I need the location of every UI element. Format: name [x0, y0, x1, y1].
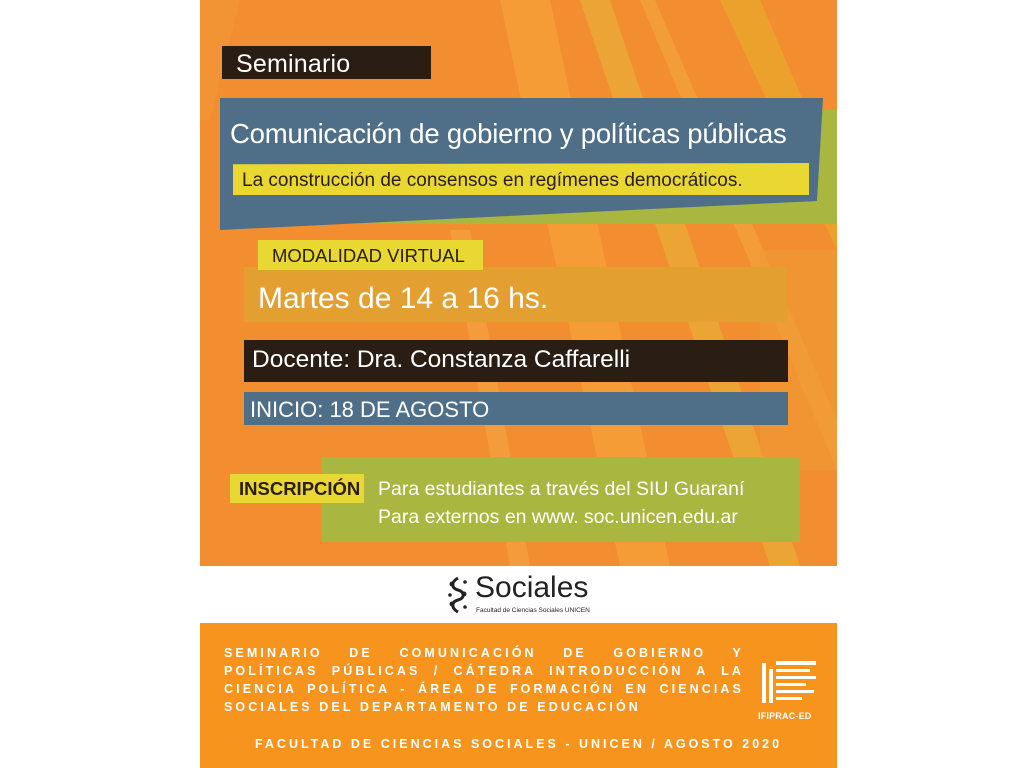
footer-credits: FACULTAD DE CIENCIAS SOCIALES - UNICEN / AGOSTO 2020: [254, 737, 783, 751]
teacher-text: Docente: Dra. Constanza Caffarelli: [252, 346, 631, 373]
seminar-subtitle: La construcción de consensos en regímenes democráticos.: [242, 170, 743, 191]
registration-students: Para estudiantes a través del SIU Guaraní: [378, 478, 745, 500]
logo-name: Sociales: [475, 571, 589, 604]
registration-label: INSCRIPCIÓN: [230, 474, 364, 503]
sociales-emblem-icon: [445, 576, 471, 614]
seminar-title: Comunicación de gobierno y políticas públicas: [230, 118, 787, 149]
logo-subtitle: Facultad de Ciencias Sociales UNICEN: [476, 607, 590, 614]
registration-external: Para externos en www. soc.unicen.edu.ar: [378, 506, 738, 528]
ifiprac-label: IFIPRAC-ED: [758, 711, 812, 721]
seminar-poster: [200, 0, 837, 566]
schedule-text: Martes de 14 a 16 hs.: [258, 282, 549, 315]
sociales-logo: [445, 571, 605, 618]
seminar-label: Seminario: [222, 46, 431, 79]
footer-description: SEMINARIO DE COMUNICACIÓN DE GOBIERNO Y POLÍTICAS PÚBLICAS / CÁTEDRA INTRODUCCIÓN A LA CIENCIA POLÍTICA - ÁREA DE FORMACIÓN EN CIENCIAS SOCIALES DEL DEPARTAMENTO DE EDUCACIÓN: [224, 646, 744, 714]
modality-label: MODALIDAD VIRTUAL: [258, 240, 483, 270]
footer-banner: [200, 623, 837, 768]
ifiprac-logo-icon: [760, 659, 820, 705]
start-date-text: INICIO: 18 DE AGOSTO: [250, 397, 490, 422]
